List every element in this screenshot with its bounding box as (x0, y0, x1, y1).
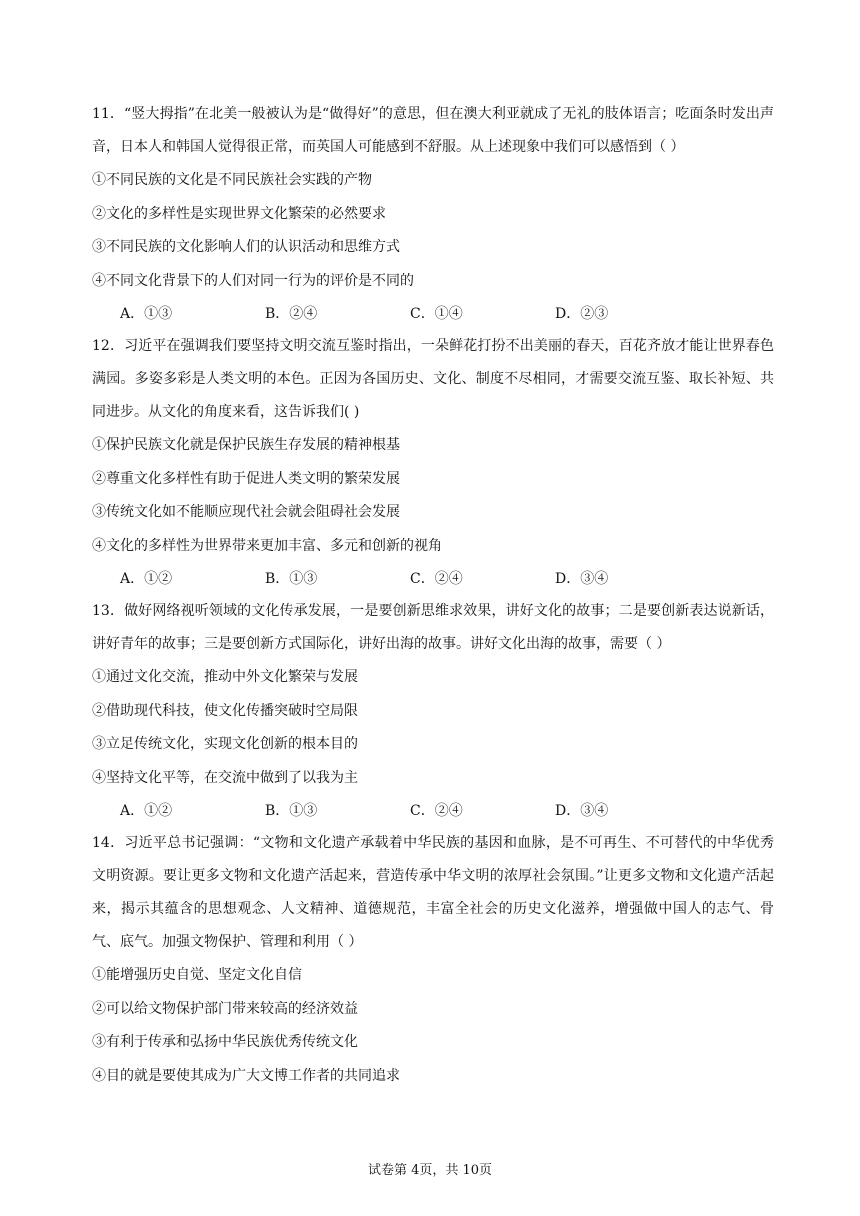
option-c[interactable]: C．②④ (410, 571, 463, 587)
statement-item: ③不同民族的文化影响人们的认识活动和思维方式 (92, 239, 400, 255)
statement-item: ②可以给文物保护部门带来较高的经济效益 (92, 1000, 358, 1017)
statement-item: ③立足传统文化，实现文化创新的根本目的 (92, 736, 358, 752)
statement-item: ①能增强历史自觉、坚定文化自信 (92, 967, 302, 983)
statement-item: ④不同文化背景下的人们对同一行为的评价是不同的 (92, 272, 414, 289)
page-footer: 试卷第 4页，共 10页 (367, 1163, 493, 1178)
option-d[interactable]: D．②③ (555, 306, 609, 322)
statement-item: ③传统文化如不能顺应现代社会就会阻碍社会发展 (92, 504, 400, 520)
answer-options (92, 298, 774, 330)
question-12 (92, 330, 774, 595)
statement-item: ④坚持文化平等，在交流中做到了以我为主 (92, 769, 358, 786)
option-b[interactable]: B．①③ (265, 803, 318, 819)
option-a[interactable]: A．①② (120, 571, 173, 587)
statement-item: ①通过文化交流，推动中外文化繁荣与发展 (92, 669, 358, 685)
option-a[interactable]: A．①③ (120, 306, 173, 322)
statement-item: ①保护民族文化就是保护民族生存发展的精神根基 (92, 437, 400, 453)
answer-options (92, 795, 774, 827)
answer-options (92, 563, 774, 595)
statement-item: ②尊重文化多样性有助于促进人类文明的繁荣发展 (92, 470, 400, 487)
question-14 (92, 827, 774, 1093)
question-list (92, 98, 774, 1093)
option-b[interactable]: B．②④ (265, 306, 318, 322)
option-a[interactable]: A．①② (120, 803, 173, 819)
question-13 (92, 595, 774, 827)
option-d[interactable]: D．③④ (555, 571, 609, 587)
question-stem: 11．“竖大拇指”在北美一般被认为是“做得好”的意思，但在澳大利亚就成了无礼的肢体语言；吃面条时发出声音，日本人和韩国人觉得很正常，而英国人可能感到不舒服。从上述现象中我们可以感悟到（ ） (92, 106, 774, 155)
question-stem: 12．习近平在强调我们要坚持文明交流互鉴时指出，一朵鲜花打扮不出美丽的春天，百花齐放才能让世界春色满园。多姿多彩是人类文明的本色。正因为各国历史、文化、制度不尽相同，才需要交流互鉴、取长补短、共同进步。从文化的角度来看，这告诉我们( ) (92, 338, 774, 420)
statement-item: ②借助现代科技，使文化传播突破时空局限 (92, 702, 358, 719)
question-stem: 14．习近平总书记强调：“文物和文化遗产承载着中华民族的基因和血脉，是不可再生、不可替代的中华优秀文明资源。要让更多文物和文化遗产活起来，营造传承中华文明的浓厚社会氛围。”让更多文物和文化遗产活起来，揭示其蕴含的思想观念、人文精神、道德规范，丰富全社会的历史文化滋养，增强做中国人的志气、骨气、底气。加强文物保护、管理和利用（ ） (92, 835, 774, 950)
question-stem: 13．做好网络视听领域的文化传承发展，一是要创新思维求效果，讲好文化的故事；二是要创新表达说新话，讲好青年的故事；三是要创新方式国际化，讲好出海的故事。讲好文化出海的故事，需要（ ） (92, 603, 774, 652)
option-b[interactable]: B．①③ (265, 571, 318, 587)
option-c[interactable]: C．①④ (410, 306, 463, 322)
statement-item: ①不同民族的文化是不同民族社会实践的产物 (92, 172, 372, 188)
option-c[interactable]: C．②④ (410, 803, 463, 819)
statement-item: ②文化的多样性是实现世界文化繁荣的必然要求 (92, 205, 386, 222)
question-11 (92, 98, 774, 330)
statement-item: ④文化的多样性为世界带来更加丰富、多元和创新的视角 (92, 537, 442, 554)
statement-item: ④目的就是要使其成为广大文博工作者的共同追求 (92, 1067, 400, 1084)
statement-item: ③有利于传承和弘扬中华民族优秀传统文化 (92, 1034, 358, 1050)
option-d[interactable]: D．③④ (555, 803, 609, 819)
